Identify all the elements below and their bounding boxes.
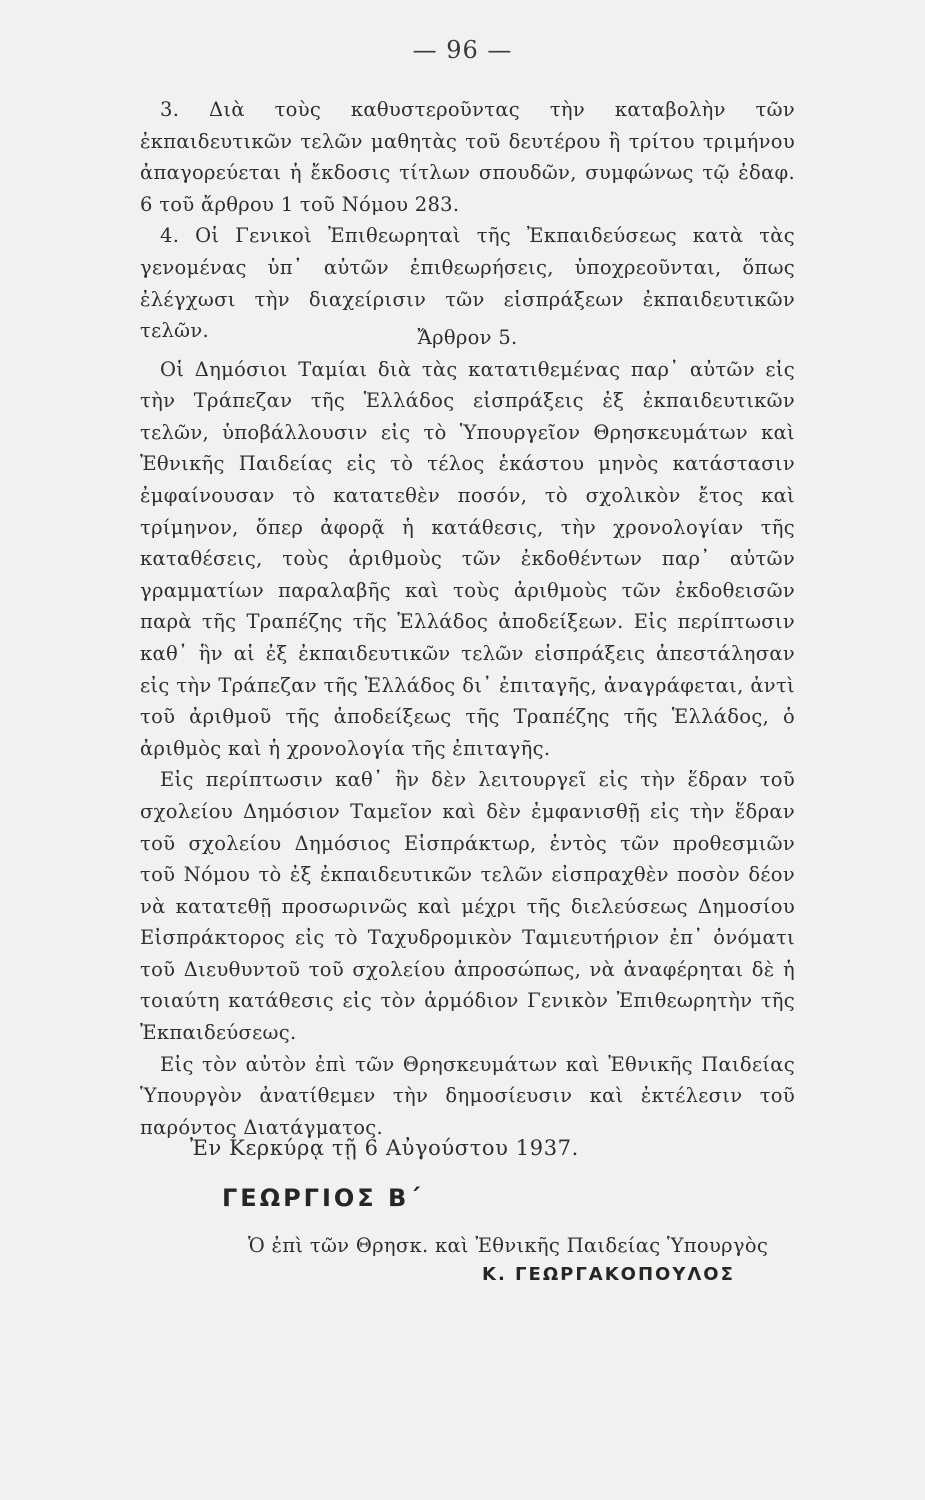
royal-signature: ΓΕΩΡΓΙΟΣ Β΄ (222, 1184, 423, 1212)
clause-3-paragraph: 3. Διὰ τοὺς καθυστεροῦντας τὴν καταβολὴν τῶν ἐκπαιδευτικῶν τελῶν μαθητὰς τοῦ δευτέρου ἢ τρίτου τριμήνου ἀπαγορεύεται ἡ ἔκδοσις τίτλων σπουδῶν, συμφώνως τῷ ἐδαφ. 6 τοῦ ἄρθρου 1 τοῦ Νόμου 283. (140, 98, 795, 216)
article-paragraph: Οἱ Δημόσιοι Ταμίαι διὰ τὰς κατατιθεμένας παρ᾽ αὐτῶν εἰς τὴν Τράπεζαν τῆς Ἑλλάδος εἰσπράξεις ἐξ ἐκπαιδευτικῶν τελῶν, ὑποβάλλουσιν εἰς τὸ Ὑπουργεῖον Θρησκευμάτων καὶ Ἐθνικῆς Παιδείας εἰς τὸ τέλος ἑκάστου μηνὸς κατάστασιν ἐμφαίνουσαν τὸ κατατεθὲν ποσόν, τὸ σχολικὸν ἔτος καὶ τρίμηνον, ὅπερ ἀφορᾷ ἡ κατάθεσις, τὴν χρονολογίαν τῆς καταθέσεις, τοὺς ἀριθμοὺς τῶν ἐκδοθέντων παρ᾽ αὐτῶν γραμματίων παραλαβῆς καὶ τοὺς ἀριθμοὺς τῶν ἐκδοθεισῶν παρὰ τῆς Τραπέζης τῆς Ἑλλάδος ἀποδείξεων. Εἰς περίπτωσιν καθ᾽ ἣν αἱ ἐξ ἐκπαιδευτικῶν τελῶν εἰσπράξεις ἀπεστάλησαν εἰς τὴν Τράπεζαν τῆς Ἑλλάδος δι᾽ ἐπιταγῆς, ἀναγράφεται, ἀντὶ τοῦ ἀριθμοῦ τῆς ἀποδείξεως τῆς Τραπέζης τῆς Ἑλλάδος, ὁ ἀριθμὸς καὶ ἡ χρονολογία τῆς ἐπιταγῆς. (140, 357, 795, 760)
clauses-section (140, 94, 795, 347)
page-number: — 96 — (412, 36, 513, 64)
article-paragraph: Εἰς τὸν αὐτὸν ἐπὶ τῶν Θρησκευμάτων καὶ Ἐθνικῆς Παιδείας Ὑπουργὸν ἀνατίθεμεν τὴν δημοσίευσιν καὶ ἐκτέλεσιν τοῦ παρόντος Διατάγματος. (140, 1052, 795, 1139)
article-5-section (140, 322, 795, 1143)
article-paragraph: Εἰς περίπτωσιν καθ᾽ ἣν δὲν λειτουργεῖ εἰς τὴν ἕδραν τοῦ σχολείου Δημόσιον Ταμεῖον καὶ δὲν ἐμφανισθῇ εἰς τὴν ἕδραν τοῦ σχολείου Δημόσιος Εἰσπράκτωρ, ἐντὸς τῶν προθεσμιῶν τοῦ Νόμου τὸ ἐξ ἐκπαιδευτικῶν τελῶν εἰσπραχθὲν ποσὸν δέον νὰ κατατεθῇ προσωρινῶς καὶ μέχρι τῆς διελεύσεως Δημοσίου Εἰσπράκτορος εἰς τὸ Ταχυδρομικὸν Ταμιευτήριον ἐπ᾽ ὀνόματι τοῦ Διευθυντοῦ τοῦ σχολείου ἀπροσώπως, νὰ ἀναφέρηται δὲ ἡ τοιαύτη κατάθεσις εἰς τὸν ἁρμόδιον Γενικὸν Ἐπιθεωρητὴν τῆς Ἐκπαιδεύσεως. (140, 768, 795, 1045)
clause-4-paragraph: 4. Οἱ Γενικοὶ Ἐπιθεωρηταὶ τῆς Ἐκπαιδεύσεως κατὰ τὰς γενομένας ὑπ᾽ αὐτῶν ἐπιθεωρήσεις, ὑποχρεοῦνται, ὅπως ἐλέγχωσι τὴν διαχείρισιν τῶν εἰσπράξεων ἐκπαιδευτικῶν τελῶν. (140, 224, 795, 343)
dateline: Ἐν Κερκύρᾳ τῇ 6 Αὐγούστου 1937. (190, 1136, 579, 1160)
article-heading: Ἄρθρον 5. (417, 326, 518, 349)
minister-title: Ὁ ἐπὶ τῶν Θρησκ. καὶ Ἐθνικῆς Παιδείας Ὑπουργὸς (248, 1234, 769, 1257)
minister-name: Κ. ΓΕΩΡΓΑΚΟΠΟΥΛΟΣ (482, 1264, 735, 1285)
